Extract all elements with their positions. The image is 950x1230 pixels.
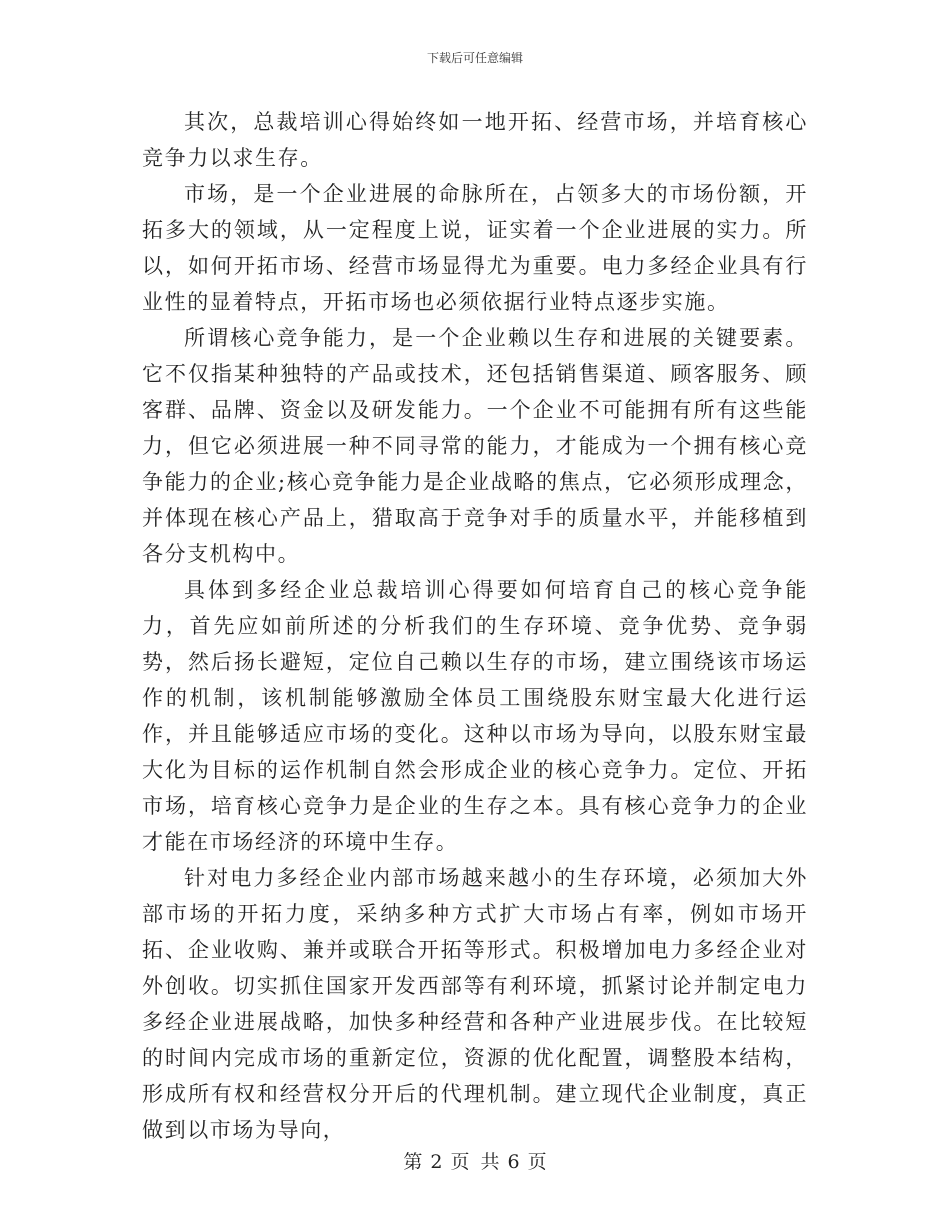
current-page-number: 2 (430, 1151, 443, 1173)
page-header (0, 50, 950, 66)
paragraph: 所谓核心竞争能力，是一个企业赖以生存和进展的关键要素。它不仅指某种独特的产品或技术，还包括销售渠道、顾客服务、顾客群、品牌、资金以及研发能力。一个企业不可能拥有所有这些能力，但它必须进展一种不同寻常的能力，才能成为一个拥有核心竞争能力的企业;核心竞争能力是企业战略的焦点，它必须形成理念，并体现在核心产品上，猎取高于竞争对手的质量水平，并能移植到各分支机构中。 (142, 326, 808, 566)
page-number-middle: 页 共 (450, 1151, 500, 1173)
page-number-suffix: 页 (527, 1151, 547, 1173)
paragraph: 具体到多经企业总裁培训心得要如何培育自己的核心竞争能力，首先应如前所述的分析我们的生存环境、竞争优势、竞争弱势，然后扬长避短，定位自己赖以生存的市场，建立围绕该市场运作的机制，该机制能够激励全体员工围绕股东财宝最大化进行运作，并且能够适应市场的变化。这种以市场为导向，以股东财宝最大化为目标的运作机制自然会形成企业的核心竞争力。定位、开拓市场，培育核心竞争力是企业的生存之本。具有核心竞争力的企业才能在市场经济的环境中生存。 (142, 578, 808, 854)
paragraph: 其次，总裁培训心得始终如一地开拓、经营市场，并培育核心竞争力以求生存。 (142, 110, 808, 170)
page-footer (0, 1150, 950, 1174)
document-body (142, 104, 808, 1148)
header-text: 下载后可任意编辑 (426, 51, 523, 65)
page-number-prefix: 第 (403, 1151, 423, 1173)
paragraph: 针对电力多经企业内部市场越来越小的生存环境，必须加大外部市场的开拓力度，采纳多种方式扩大市场占有率，例如市场开拓、企业收购、兼并或联合开拓等形式。积极增加电力多经企业对外创收。切实抓住国家开发西部等有利环境，抓紧讨论并制定电力多经企业进展战略，加快多种经营和各种产业进展步伐。在比较短的时间内完成市场的重新定位，资源的优化配置，调整股本结构，形成所有权和经营权分开后的代理机制。建立现代企业制度，真正做到以市场为导向， (142, 866, 808, 1142)
paragraph: 市场，是一个企业进展的命脉所在，占领多大的市场份额，开拓多大的领域，从一定程度上说，证实着一个企业进展的实力。所以，如何开拓市场、经营市场显得尤为重要。电力多经企业具有行业性的显着特点，开拓市场也必须依据行业特点逐步实施。 (142, 182, 808, 314)
total-page-count: 6 (507, 1151, 520, 1173)
